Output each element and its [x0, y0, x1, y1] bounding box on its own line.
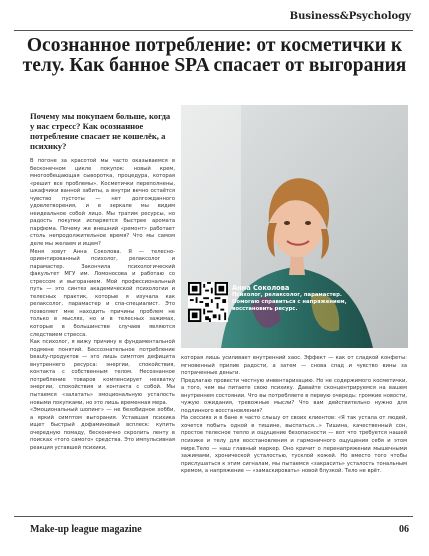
- body-column-left: [30, 158, 175, 452]
- brand-name: Business&Psychology: [289, 11, 411, 22]
- paragraph: Меня зовут Анна Соколова. Я — телесно-ориентированный психолог, релаксолог и парамастер. Закончила психологический факультет МГУ им. Ломоносова и работаю со стрессом и выгоранием. Мой профессиональный путь — это синтез академической психологии и телесных практик, которые я изучала как релаксолог, парамастер и спа-специалист. Это позволяет мне находить причины проблем не только в мыслях, но и в телесных зажимах, которые в большинстве случаев являются следствием стресса.: [30, 248, 175, 338]
- author-description: Психолог, релаксолог, парамастер. Помогаю справиться с напряжением, восстановить ресурс.: [232, 292, 347, 312]
- qr-code-icon: [188, 282, 228, 322]
- article-title: Осознанное потребление: от косметички к телу. Как банное SPA спасает от выгорания: [22, 35, 407, 76]
- article-lead: Почему мы покупаем больше, когда у нас стресс? Как осознанное потребление спасает не кошелёк, а психику?: [30, 111, 171, 151]
- photo-caption: [232, 284, 350, 313]
- qr-code[interactable]: [188, 282, 228, 322]
- magazine-name: Make-up league magazine: [30, 524, 142, 535]
- paragraph: «Эмоциональный шопинг» — не безобидное хобби, а яркий симптом выгорания. Уставшая психика ищет быстрый дофаминовый всплеск: купить очередную помаду, бесконечно скролить ленту в поисках «того самого» средства. Это импульсивная реакция уставшей психики,: [30, 407, 175, 451]
- header-rule: [14, 30, 413, 31]
- paragraph: которая лишь усиливает внутренний хаос. Эффект — как от сладкой конфеты: мгновенный прилив радости, а затем — снова спад и чувство вины за потраченные деньги.: [181, 355, 407, 377]
- paragraph: В погоне за красотой мы часто оказываемся в бесконечном цикле покупок: новый крем, многообещающая сыворотка, процедура, которая «решит все проблемы». Косметички переполнены, шкафчики ванной забиты, а внутри вечно остаётся чувство пустоты — нет долгожданного удовлетворения, и в зеркале мы видим неидеальное собой лицо. Мы тратим ресурсы, но радость покупки испаряется быстрее аромата парфюма. Почему же внешний «ремонт» работает столь непродолжительное время? Что мы самом деле мы желаем и ищем?: [30, 158, 175, 248]
- paragraph: Как психолог, я вижу причину в фундаментальной подмене понятий. Бессознательное потребление beauty-продуктов — это лишь симптом дефицита внутреннего ресурса: энергии, спокойствия, контакта с собственным телом. Несознанное потребление товаров компенсирует нехватку энергии, спокойствия и контакта с собой. Мы пытаемся «залатать» эмоциональную усталость новыми покупками, но это лишь временная мера.: [30, 339, 175, 406]
- author-name: Анна Соколова: [232, 284, 290, 292]
- footer-rule: [14, 516, 413, 517]
- paragraph: На сессиях и в бане я часто слышу от своих клиентов: «Я так устала от людей, хочется побыть одной в тишине, выспаться...» Тишина, качественный сон, простое телесное тепло и ощущение безопасности — вот что требуется нашей психике и телу для восстановления и гармоничного ощущения себя и этом мире.Тело — наш главный маркер. Оно кричит о перенапряжении мышечными зажимами, хронической усталостью, тусклой кожей. Но вместо того чтобы прислушаться к этим сигналам, мы пытаемся «закрасить» усталость тональным кремом, а напряжение — «замаскировать» новой блузкой. Тело не врёт.: [181, 415, 407, 475]
- body-column-right: [181, 355, 407, 476]
- page-number: 06: [399, 524, 409, 535]
- paragraph: Предлагаю провести честную инвентаризацию. Но не содержимого косметички, а того, чем вы питаете свою психику. Давайте сконцентрируемся на вашем внутреннем состоянии. Что вы потребляете в первую очередь: громкие новости, чужую ожидания, тревожные мысли? Что вам действительно нужно для подлинного восстановления?: [181, 377, 407, 414]
